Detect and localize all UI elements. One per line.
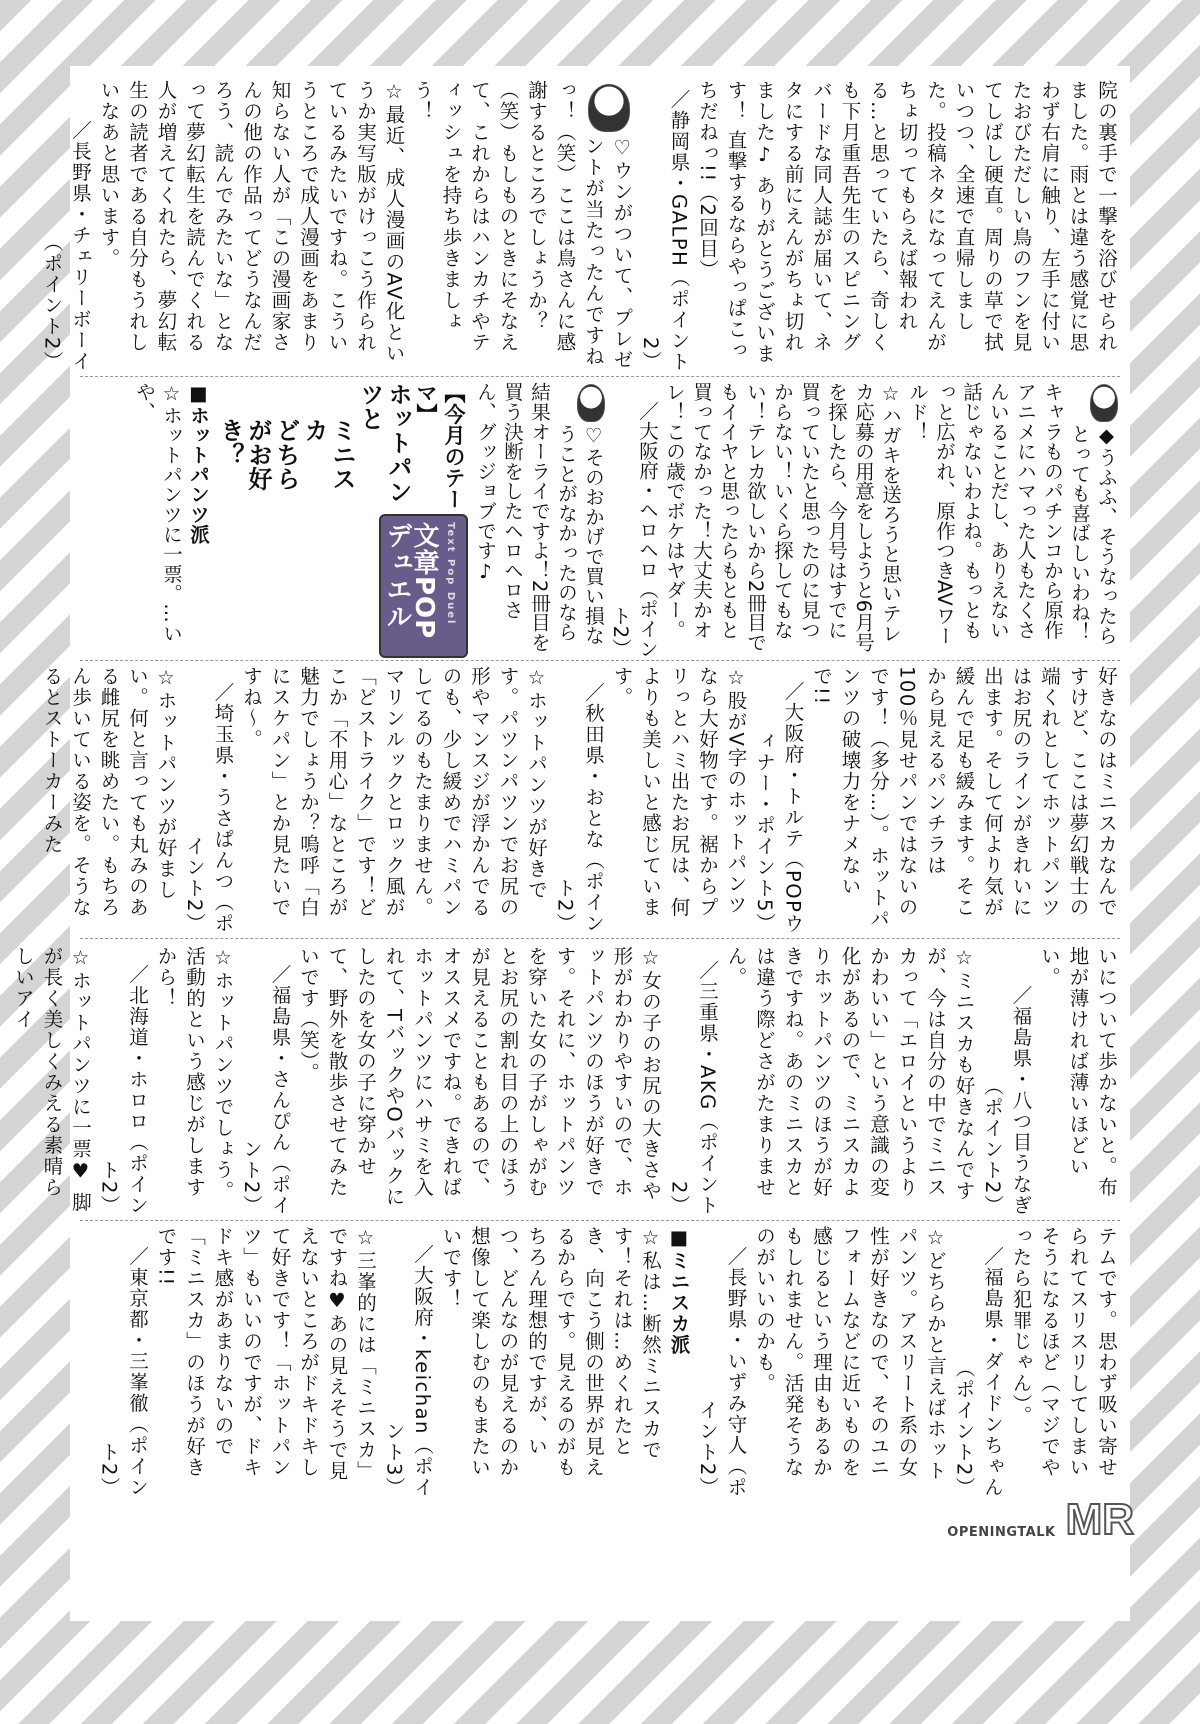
- section-label: OPENINGTALK: [947, 1525, 1056, 1540]
- tier-3: [40, 666, 1120, 934]
- letter: ☆私は…断然ミニスカです！それは…めくれたとき、向こう側の世界が見えるからです。見えるのがもちろん理想的ですが、いつ、どんなのが見えるのか想像して楽しむのもまたいいです！: [439, 1226, 662, 1478]
- letter-signature: ／静岡県・GALPH（ポイント2）: [639, 88, 691, 372]
- editor-avatar-icon: [588, 84, 630, 132]
- monthly-theme: 【今月のテーマ】 ホットパンツと ミニスカ どちらがお好き？: [216, 382, 466, 510]
- tier-5: [80, 1226, 1120, 1498]
- page-footer: [945, 1495, 1134, 1544]
- page-panel: [12, 66, 1130, 1621]
- letter-signature: ／東京都・三峯徹（ポイント2）: [97, 1246, 149, 1498]
- letter-signature: ／埼玉県・うさぱんつ（ポイント2）: [183, 682, 235, 934]
- editor-avatar-icon: [577, 384, 605, 422]
- letter-signature: ／大阪府・トルテ（POPウィナー・ポイント5）: [753, 680, 805, 934]
- tier-4: [12, 946, 1120, 1216]
- letter-signature: ／秋田県・おとな（ポイント2）: [553, 682, 605, 934]
- letter-signature: ／長野県・いずみ守人（ポイント2）: [696, 1246, 748, 1498]
- letter-signature: ／三重県・AKG（ポイント2）: [667, 960, 719, 1216]
- letter-signature: ／福島県・さんぴん（ポイント2）: [240, 964, 292, 1216]
- tier-2: [80, 382, 1120, 658]
- divider: [80, 938, 1120, 939]
- letter: 好きなのはミニスカなんですけど、ここは夢幻戦士の端くれとしてホットパンツはお尻のラインがきれいに出ます。そして何より気が緩んで足も緩みます。そこから見えるパンチラは100％見せパンではないのです！（多分…）。ホットパンツの破壊力をナメないで!!: [810, 666, 1118, 930]
- corner-title-block: [216, 382, 468, 658]
- letter: ☆ホットパンツが好ましい。何と言っても丸みのある雌尻を眺めたい。もちろん歩いている姿を。そうなるとストーカーみた: [40, 666, 178, 918]
- magazine-logo: MR: [1065, 1495, 1134, 1544]
- editor-avatar-icon: [1090, 384, 1118, 422]
- section-heading-hotpants: ■ホットパンツ派: [187, 382, 210, 544]
- letter-signature: ／長野県・チェリーボーイ（ポイント2）: [40, 120, 92, 372]
- letter: テムです。思わず吸い寄せられてスリスリしてしまいそうになるほど（マジでやったら犯罪じゃん）。: [1009, 1226, 1118, 1478]
- letter: ☆ホットパンツに一票。…いや、: [133, 382, 183, 643]
- letter: ☆股がV字のホットパンツなら大好物です。裾からプリっとハミ出たお尻は、何よりも美しいと感じています。: [610, 666, 748, 918]
- letter: ☆ハガキを送ろうと思いテレカ応募の用意をしようと6月号を探したら、今月号はすでに買っていたと思ったのに見つからない！いくら探してもない！テレカ欲しいから2冊目でもイイヤと思ったらもともと買ってなかった！大丈夫かオレ！この歳でボケはヤダー。: [663, 382, 902, 653]
- section-heading-miniskirt: ■ミニスカ派: [667, 1226, 691, 1356]
- divider: [80, 660, 1120, 661]
- letter: ☆女の子のお尻の大きさや形がわかりやすいので、ホットパンツのほうが好きです。それに、ホットパンツを穿いた女の子がしゃがむとお尻の割れ目の上のほうが見えることもあるので、オススメですね。できればホットパンツにハサミを入れて、TバックやOバックにしたのを女の子に穿かせて、野外を散歩させてみたいです（笑）。: [297, 946, 662, 1208]
- letter-signature: ／大阪府・ヘロヘロ（ポイント2）: [609, 400, 659, 658]
- letter: いについて歩かないと。布地が薄ければ薄いほどいい。: [1038, 946, 1118, 1198]
- letter: ☆ホットパンツでしょう。活動的という感じがしますから！: [154, 946, 235, 1202]
- divider: [80, 1220, 1120, 1221]
- letter: ☆ホットパンツに一票♥ 脚が長く美しくみえる素晴らしいアイ: [12, 946, 92, 1213]
- letter-signature: ／北海道・ホロロ（ポイント2）: [97, 964, 149, 1216]
- letter: 院の裏手で一撃を浴びせられました。雨とは違う感覚に思わず右肩に触り、左手に付いたおびただしい鳥のフンを見てしばし硬直。周りの草で拭いつつ、全速で直帰しました。投稿ネタになってえんがちょ切ってもらえば報われる…と思っていたら、奇しくも下月重吾先生のスピニングバードな同人誌が届いて、ネタにする前にえんがちょ切れました♪ ありがとうございます！ 直撃するならやっぱこっちだねっ!!（2回目）: [696, 80, 1118, 365]
- editor-reply: ♡そのおかげで買い損なうことがなかったのなら結果オーライですよ！2冊目を買う決断をしたヘロヘロさん、グッジョブです♪: [474, 382, 605, 653]
- corner-title-badge: Text Pop Duel 文章POPデュエル: [379, 514, 468, 658]
- letter: ☆ミニスカも好きなんですが、今は自分の中でミニスカって「エロイというよりかわいい」という意識の変化があるので、ミニスカよりホットパンツのほうが好きですね。あのミニスカとは違う際どさがたまりません。: [724, 946, 976, 1202]
- letter-signature: ／福島県・ダイドンちゃん（ポイント2）: [952, 1246, 1004, 1498]
- editor-reply: ♡ウンがついて、プレゼントが当たったんですねっ！（笑）ここは鳥さんに感謝するところでしょうか？（笑）もしものときにそなえて、これからはハンカチやティッシュを持ち歩きましょう！: [411, 80, 634, 371]
- editor-reply: ◆うふふ、そうなったらとっても喜ばしいわね！キャラものパチンコから原作アニメにハマった人もたくさんいることだし、ありえない話じゃないわよね。もっともっと広がれ、原作つきAVワールド！: [906, 382, 1118, 646]
- letter: ☆どちらかと言えばホットパンツ。アスリート系の女性が好きなので、そのユニフォームなどに近いものを感じるという理由もあるかもしれません。活発そうなのがいいのかも。: [753, 1226, 947, 1482]
- letter-signature: ／大阪府・keichan（ポイント3）: [382, 1244, 434, 1498]
- letter: ☆三峯的には「ミニスカ」ですね♥あの見えそうで見えないところがドキドキして好きです！「ホットパンツ」もいいのですが、ドキドキ感があまりないので「ミニスカ」のほうが好きです!!: [154, 1226, 377, 1482]
- letter-signature: ／福島県・八つ目うなぎ（ポイント2）: [981, 985, 1033, 1216]
- tier-1: [40, 80, 1120, 372]
- letter: ☆ホットパンツが好きです。パツンパツンでお尻の形やマンスジが浮かんでるのも、少し緩めでハミパンしてるのもたまりません。マリンルックとロック風が「どストライク」です！どこか「不用心」なところが魅力でしょうか？嗚呼「白にスケパン」とか見たいですね～。: [240, 666, 548, 918]
- divider: [80, 376, 1120, 377]
- letter: ☆最近、成人漫画のAV化というか実写版がけっこう作られているみたいですね。こういうところで成人漫画をあまり知らない人が「この漫画家さんの他の作品ってどうなんだろう、読んでみたいな」となって夢幻転生を読んでくれる人が増えてくれたら、夢幻転生の読者である自分もうれしいなあと思います。: [97, 80, 406, 364]
